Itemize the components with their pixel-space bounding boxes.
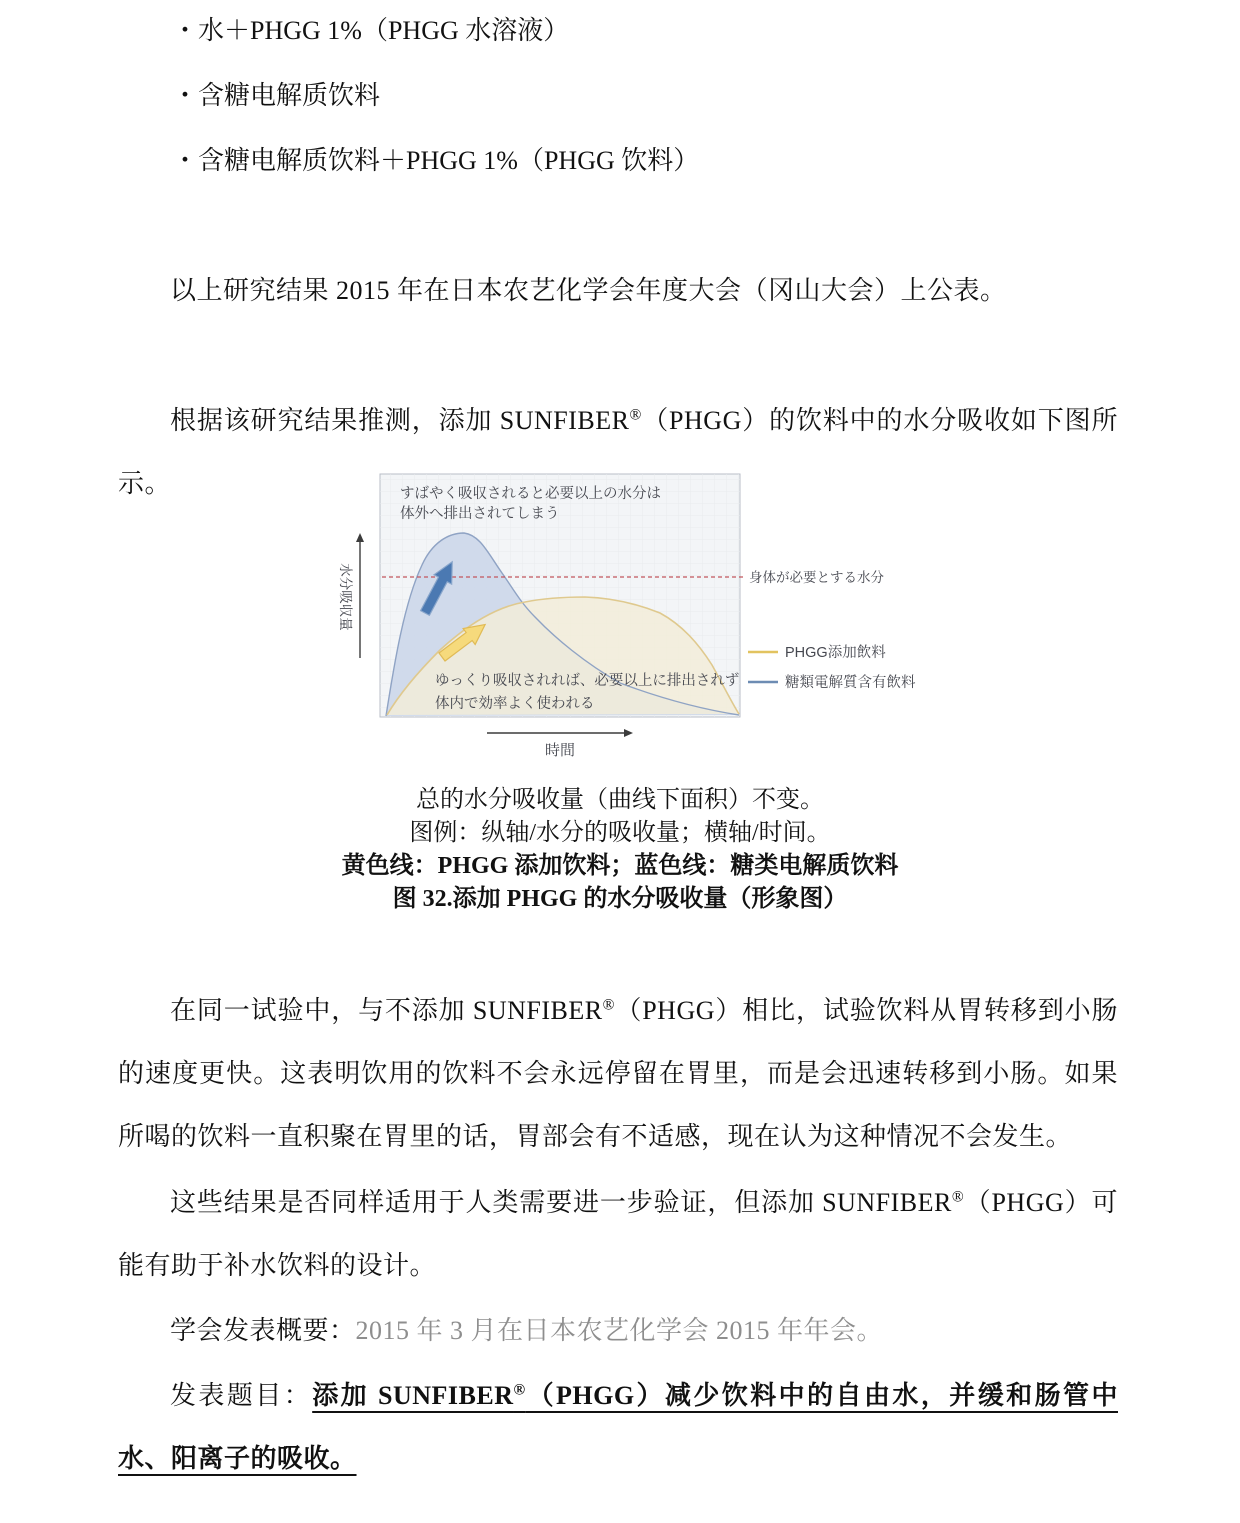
annotation-slow-line1: ゆっくり吸収されれば、必要以上に排出されず: [435, 673, 740, 689]
legend-label-electrolyte: 糖類電解質含有飲料: [785, 675, 916, 691]
registered-mark: ®: [602, 996, 615, 1014]
y-axis-arrowhead: [356, 533, 364, 542]
y-axis-label: 水分吸収量: [338, 563, 353, 631]
summary-label: 学会发表概要：: [170, 1316, 356, 1345]
caption-line-2: 图例：纵轴/水分的吸收量；横轴/时间。: [409, 820, 831, 846]
bullet-glyph: ・: [172, 81, 199, 110]
paragraph-text: 这些结果是否同样适用于人类需要进一步验证，但添加 SUNFIBER: [170, 1188, 952, 1217]
bullet-glyph: ・: [172, 16, 199, 45]
bullet-text: 含糖电解质饮料＋PHGG 1%（PHGG 饮料）: [198, 146, 700, 175]
paragraph-gastric-transfer: [118, 979, 1118, 1168]
bullet-text: 含糖电解质饮料: [198, 81, 381, 110]
water-absorption-chart: [330, 455, 960, 765]
caption-line-3: 黄色线：PHGG 添加饮料；蓝色线：糖类电解质饮料: [341, 853, 899, 879]
caption-line-4: 图 32.添加 PHGG 的水分吸收量（形象图）: [392, 886, 848, 912]
registered-mark: ®: [951, 1188, 965, 1206]
paragraph-text: （PHGG）的饮料中的水分吸收如下图所示。: [118, 406, 1118, 498]
bullet-glyph: ・: [172, 146, 199, 175]
chart-legend: [748, 644, 916, 691]
title-label: 发表题目：: [170, 1381, 313, 1410]
title-text: （PHGG）减少饮料中的自由水，并缓和肠管中水、阳离子的吸收。: [118, 1381, 1118, 1473]
paragraph-publication: [118, 259, 1118, 322]
registered-mark: ®: [629, 406, 642, 424]
annotation-fast-line2: 体外へ排出されてしまう: [400, 506, 560, 522]
paragraph-text: 在同一试验中，与不添加 SUNFIBER: [170, 996, 603, 1025]
bullet-text: 水＋PHGG 1%（PHGG 水溶液）: [198, 16, 570, 45]
summary-value: 2015 年 3 月在日本农艺化学会 2015 年年会。: [355, 1316, 884, 1345]
x-axis-label: 時間: [544, 742, 576, 759]
registered-mark: ®: [513, 1381, 526, 1399]
title-text: 添加 SUNFIBER: [312, 1381, 514, 1410]
paragraph-text: 根据该研究结果推测，添加 SUNFIBER: [170, 406, 630, 435]
paragraph-text: （PHGG）可能有助于补水饮料的设计。: [118, 1188, 1118, 1280]
paragraph-publication-title: [118, 1364, 1118, 1490]
caption-line-1: 总的水分吸收量（曲线下面积）不变。: [416, 787, 824, 813]
annotation-fast-line1: すばやく吸収されると必要以上の水分は: [400, 486, 661, 502]
x-axis-arrowhead: [624, 729, 633, 737]
bullet-item: [172, 0, 1112, 63]
figure-caption: [0, 784, 1240, 916]
figure-image: [330, 455, 960, 765]
legend-label-phgg: PHGG添加飲料: [785, 645, 886, 661]
bullet-list: [172, 0, 1112, 193]
annotation-slow-line2: 体内で効率よく使われる: [435, 696, 595, 712]
paragraph-conference-summary: [118, 1299, 1118, 1362]
paragraph-text: （PHGG）相比，试验饮料从胃转移到小肠的速度更快。这表明饮用的饮料不会永远停留在胃里，而是会迅速转移到小肠。如果所喝的饮料一直积聚在胃里的话，胃部会有不适感，现在认为这种情况不会发生。: [118, 996, 1118, 1151]
paragraph-text: 以上研究结果 2015 年在日本农艺化学会年度大会（冈山大会）上公表。: [170, 276, 1007, 305]
bullet-item: [172, 63, 1112, 128]
threshold-label: 身体が必要とする水分: [749, 570, 884, 585]
bullet-item: [172, 128, 1112, 193]
paragraph-human-validation: [118, 1171, 1118, 1297]
